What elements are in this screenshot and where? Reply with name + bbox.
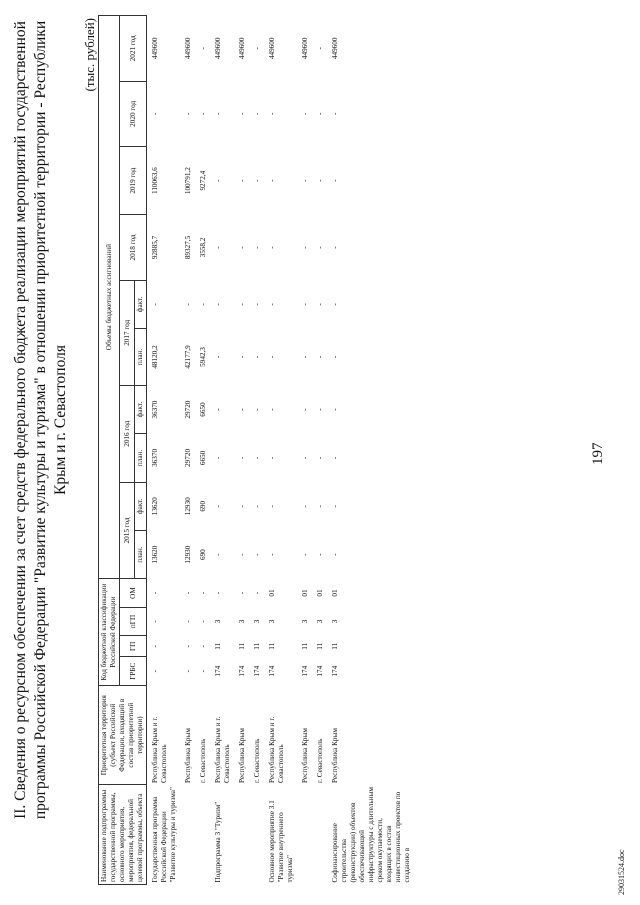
cell-2016-plan: - (268, 456, 276, 460)
cell-2016-fact: - (301, 408, 309, 411)
header-om: ОМ (120, 579, 147, 607)
cell-om: - (199, 591, 207, 595)
cell-2016-plan: - (301, 456, 309, 460)
cell-2016-fact: 29720 (184, 400, 192, 419)
cell-grbs: - (199, 670, 207, 673)
cell-2016-plan: - (238, 456, 246, 460)
cell-2017-plan: 48120,2 (151, 345, 159, 369)
table-header (99, 16, 147, 885)
cell-2016-fact: - (268, 408, 276, 411)
cell-territory: Республика Крым и г. Севастополь (214, 716, 231, 783)
cell-gp: 11 (316, 642, 324, 650)
cell-2016-plan: - (253, 456, 261, 460)
cell-2016-fact: - (238, 408, 246, 411)
cell-2017-fact: - (268, 303, 276, 306)
cell-grbs: 174 (268, 665, 276, 677)
cell-2020: - (268, 112, 276, 116)
cell-2018: - (316, 246, 324, 249)
cell-territory: Республика Крым (238, 728, 246, 783)
cell-2015-plan: - (268, 553, 276, 556)
table-row (234, 16, 249, 885)
cell-2015-plan: - (253, 553, 261, 556)
header-2015: 2015 год (120, 482, 135, 579)
table-row (195, 16, 210, 885)
cell-name: Государственная программа Российской Федерации "Развитие культуры и туризма" (151, 787, 177, 883)
cell-2015-plan: - (238, 553, 246, 556)
cell-name (312, 785, 327, 885)
cell-2016-fact: - (331, 408, 339, 411)
cell-2017-fact: - (301, 303, 309, 306)
cell-pgp: 3 (268, 619, 276, 624)
cell-2020: - (214, 112, 222, 116)
cell-2020: - (199, 112, 207, 116)
cell-name (195, 785, 210, 885)
cell-2017-plan: - (253, 355, 261, 359)
cell-2018: - (214, 246, 222, 249)
cell-2020: - (151, 112, 159, 116)
cell-pgp: - (199, 620, 207, 623)
cell-2021: 449600 (238, 37, 246, 60)
table-row (180, 16, 195, 885)
cell-gp: 11 (268, 642, 276, 650)
cell-territory: г. Севастополь (253, 738, 261, 783)
cell-2017-fact: - (316, 303, 324, 306)
cell-2016-plan: 36370 (151, 448, 159, 467)
header-plan: план. (135, 530, 147, 578)
cell-gp: 11 (214, 642, 222, 650)
cell-om: - (184, 591, 192, 595)
header-territory: Приоритетная территория (субъект Российской Федерации, входящий в состав приоритетной территории) (99, 685, 147, 785)
cell-2016-plan: 29720 (184, 448, 192, 467)
cell-2015-plan: 690 (199, 549, 207, 560)
cell-2015-plan: - (301, 553, 309, 556)
cell-2021: 449600 (184, 37, 192, 60)
header-plan: план. (135, 329, 147, 386)
cell-name (180, 785, 195, 885)
cell-2015-fact: 13620 (151, 497, 159, 516)
cell-2020: - (316, 112, 324, 116)
cell-2017-plan: - (268, 355, 276, 359)
table-row (327, 16, 414, 885)
cell-pgp: 3 (214, 619, 222, 624)
cell-2020: - (331, 112, 339, 116)
cell-om: 01 (301, 589, 309, 597)
cell-om: - (151, 591, 159, 595)
cell-2020: - (238, 112, 246, 116)
header-2020: 2020 год (120, 81, 147, 146)
cell-territory: г. Севастополь (199, 738, 207, 783)
cell-2018: 3558,2 (199, 237, 207, 258)
cell-gp: 11 (238, 642, 246, 650)
header-2018: 2018 год (120, 215, 147, 280)
table-row (297, 16, 312, 885)
cell-2019: - (301, 179, 309, 182)
cell-2020: - (301, 112, 309, 116)
cell-pgp: - (151, 620, 159, 623)
cell-name: Основное мероприятие 3.1 "Развитие внутреннего туризма" (268, 800, 294, 883)
cell-2015-fact: - (238, 505, 246, 508)
cell-2019: - (253, 179, 261, 182)
cell-pgp: 3 (331, 619, 339, 624)
cell-pgp: 3 (316, 619, 324, 624)
cell-2015-fact: - (301, 505, 309, 508)
cell-2019: - (238, 179, 246, 182)
table-row (210, 16, 234, 885)
cell-2015-fact: - (268, 505, 276, 508)
header-volumes: Объемы бюджетных ассигнований (99, 16, 120, 579)
cell-territory: Республика Крым (331, 728, 339, 783)
cell-2017-plan: 5942,3 (199, 347, 207, 367)
cell-2021: - (316, 47, 324, 50)
cell-2018: 92885,7 (151, 235, 159, 260)
cell-om: - (238, 591, 246, 595)
cell-2021: - (253, 47, 261, 50)
cell-gp: - (151, 645, 159, 648)
cell-2019: - (331, 179, 339, 182)
cell-territory: Республика Крым и г. Севастополь (268, 716, 285, 783)
cell-2015-plan: 12930 (184, 545, 192, 564)
cell-2018: - (253, 246, 261, 249)
cell-territory: Республика Крым и г. Севастополь (151, 716, 168, 783)
cell-pgp: 3 (238, 619, 246, 624)
cell-2015-fact: 12930 (184, 497, 192, 516)
cell-2019: - (316, 179, 324, 182)
table-row (249, 16, 264, 885)
cell-2018: - (268, 246, 276, 249)
cell-gp: 11 (253, 642, 261, 650)
cell-2021: 449600 (214, 37, 222, 60)
cell-2021: - (199, 47, 207, 50)
cell-territory: г. Севастополь (316, 738, 324, 783)
cell-2020: - (253, 112, 261, 116)
cell-2017-plan: - (238, 355, 246, 359)
header-name: Наименование подпрограммы государственной программы, основного мероприятия, мероприятия, федеральной целевой программы, объекта (99, 785, 147, 885)
cell-2017-fact: - (214, 303, 222, 306)
cell-2021: 449600 (301, 37, 309, 60)
cell-2016-fact: - (214, 408, 222, 411)
cell-2019: 110063,6 (151, 167, 159, 194)
cell-name: Подпрограмма 3 "Туризм" (214, 801, 222, 883)
cell-2016-plan: - (316, 456, 324, 460)
cell-pgp: 3 (253, 619, 261, 624)
cell-2017-fact: - (151, 303, 159, 306)
cell-2019: 100791,2 (184, 167, 192, 195)
cell-gp: - (199, 645, 207, 648)
cell-2015-fact: - (253, 505, 261, 508)
cell-2017-plan: - (331, 355, 339, 359)
footer-filename: 29031524.doc (617, 849, 626, 895)
header-grbs: ГРБС (120, 657, 147, 685)
cell-2018: - (238, 246, 246, 249)
cell-2019: 9272,4 (199, 170, 207, 191)
cell-gp: - (184, 645, 192, 648)
document-title: II. Сведения о ресурсном обеспечении за счет средств федерального бюджета реализации мероприятий государственной программы Российской Федерации "Развитие культуры и туризма" в отношении приоритетной территории - Республики Крым и г. Севастополя (12, 20, 69, 820)
cell-2015-fact: 690 (199, 500, 207, 512)
cell-2017-plan: - (301, 355, 309, 359)
cell-2015-fact: - (331, 505, 339, 508)
cell-pgp: - (184, 620, 192, 623)
cell-2021: 449600 (331, 37, 339, 60)
unit-label: (тыс. рублей) (82, 18, 97, 92)
cell-2018: - (331, 246, 339, 249)
cell-2016-plan: - (331, 456, 339, 460)
cell-name: Софинансирование строительства (реконструкции) объектов обеспечивающей инфраструктуры с длительным сроком окупаемости, входящих в состав инвестиционных проектов по созданию в (331, 787, 411, 883)
table-row (147, 16, 181, 885)
cell-2018: 89327,5 (184, 235, 192, 260)
cell-grbs: 174 (301, 665, 309, 677)
page-number: 197 (590, 442, 606, 465)
header-2017: 2017 год (120, 280, 135, 385)
header-fact: факт. (135, 385, 147, 433)
cell-om: 01 (268, 589, 276, 597)
cell-om: - (214, 591, 222, 595)
cell-grbs: 174 (316, 665, 324, 677)
cell-2015-fact: - (316, 505, 324, 508)
header-code-group: Код бюджетной классификации Российской Федерации (99, 579, 120, 686)
cell-2016-plan: 6650 (199, 450, 207, 466)
header-2019: 2019 год (120, 147, 147, 215)
cell-grbs: 174 (331, 665, 339, 677)
cell-name (249, 785, 264, 885)
cell-2017-fact: - (184, 303, 192, 306)
cell-name (234, 785, 249, 885)
cell-2017-fact: - (238, 303, 246, 306)
cell-gp: 11 (301, 642, 309, 650)
header-pgp: пГП (120, 607, 147, 635)
cell-2017-fact: - (253, 303, 261, 306)
header-fact: факт. (135, 482, 147, 530)
header-fact: факт. (135, 280, 147, 328)
cell-2017-plan: - (316, 355, 324, 359)
cell-grbs: - (184, 670, 192, 673)
cell-2018: - (301, 246, 309, 249)
cell-2016-plan: - (214, 456, 222, 460)
cell-2021: 449600 (151, 37, 159, 60)
cell-om: 01 (331, 589, 339, 597)
cell-name (297, 785, 312, 885)
cell-territory: Республика Крым (184, 728, 192, 783)
cell-grbs: 174 (238, 665, 246, 677)
cell-2016-fact: 6650 (199, 402, 207, 417)
header-gp: ГП (120, 636, 147, 657)
cell-2020: - (184, 112, 192, 116)
cell-2017-fact: - (331, 303, 339, 306)
cell-om: - (253, 591, 261, 595)
cell-2016-fact: - (253, 408, 261, 411)
cell-grbs: 174 (214, 665, 222, 677)
cell-grbs: 174 (253, 665, 261, 677)
cell-pgp: 3 (301, 619, 309, 624)
resource-table (98, 15, 414, 885)
cell-2015-plan: - (316, 553, 324, 556)
cell-2019: - (214, 179, 222, 182)
header-2016: 2016 год (120, 385, 135, 482)
cell-2017-fact: - (199, 303, 207, 306)
cell-om: 01 (316, 589, 324, 597)
cell-2015-plan: 13620 (151, 545, 159, 564)
cell-territory: Республика Крым (301, 728, 309, 783)
cell-gp: 11 (331, 642, 339, 650)
cell-2017-plan: - (214, 355, 222, 359)
cell-2021: 449600 (268, 37, 276, 60)
cell-2016-fact: 36370 (151, 400, 159, 419)
cell-2017-plan: 42177,9 (184, 345, 192, 369)
cell-2015-fact: - (214, 505, 222, 508)
table-row (264, 16, 297, 885)
table-row (312, 16, 327, 885)
header-2021: 2021 год (120, 16, 147, 82)
header-plan: план. (135, 434, 147, 482)
cell-2019: - (268, 179, 276, 182)
cell-grbs: - (151, 670, 159, 673)
cell-2016-fact: - (316, 408, 324, 411)
cell-2015-plan: - (331, 553, 339, 556)
cell-2015-plan: - (214, 553, 222, 556)
